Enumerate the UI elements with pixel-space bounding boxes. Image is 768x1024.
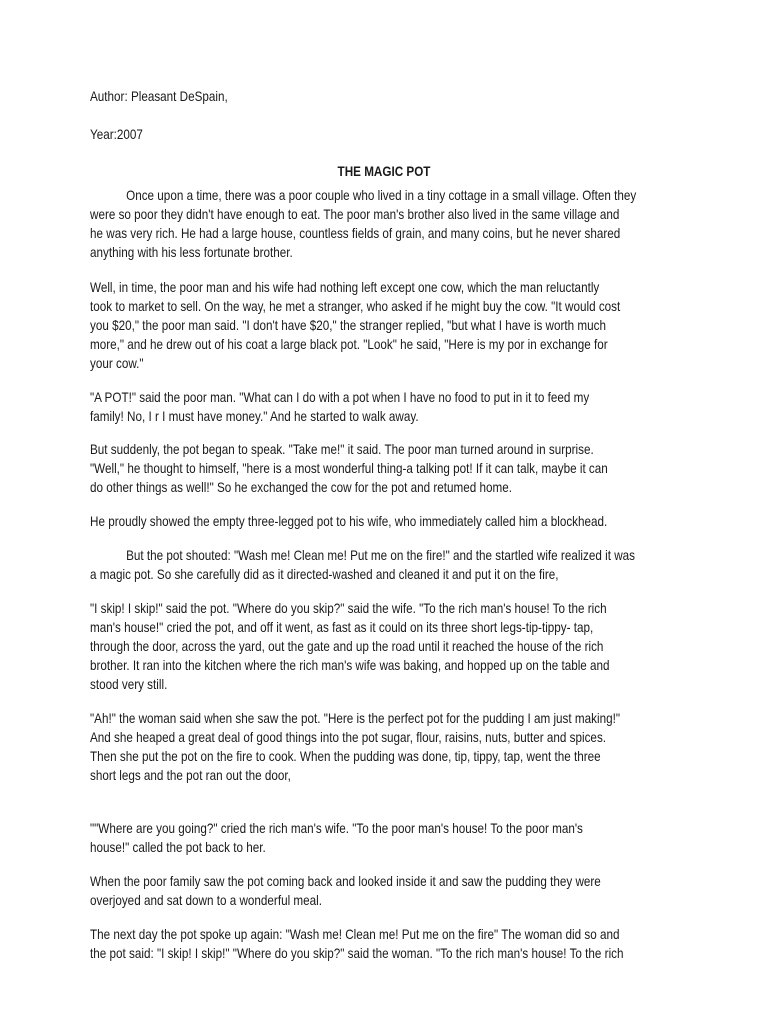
paragraph-line: "A POT!" said the poor man. "What can I do with a pot when I have no food to put in it to feed my: [90, 390, 590, 405]
paragraph: [90, 186, 710, 262]
paragraph: [90, 546, 710, 584]
paragraph: [90, 278, 710, 373]
document-title: THE MAGIC POT: [337, 164, 431, 179]
paragraph-line: you $20," the poor man said. "I don't have $20," the stranger replied, "but what I have is worth much: [90, 318, 606, 333]
paragraph-line: "Well," he thought to himself, "here is a most wonderful thing-a talking pot! If it can talk, maybe it can: [90, 461, 608, 476]
year-text: Year:2007: [90, 127, 143, 142]
paragraph-line: were so poor they didn't have enough to eat. The poor man's brother also lived in the same village and: [90, 207, 620, 222]
paragraph-line: house!" called the pot back to her.: [90, 840, 266, 855]
paragraph-line: your cow.": [90, 356, 144, 371]
author-line: [90, 87, 710, 106]
paragraph-line: And she heaped a great deal of good things into the pot sugar, flour, raisins, nuts, butter and spices.: [90, 730, 607, 745]
paragraph-line: short legs and the pot ran out the door,: [90, 768, 291, 783]
paragraph-line: took to market to sell. On the way, he met a stranger, who asked if he might buy the cow. "It would cost: [90, 299, 621, 314]
paragraph-line: The next day the pot spoke up again: "Wash me! Clean me! Put me on the fire" The woman did so and: [90, 927, 620, 942]
paragraph: [90, 388, 710, 426]
paragraph-line: When the poor family saw the pot coming back and looked inside it and saw the pudding they were: [90, 874, 601, 889]
paragraph-line: overjoyed and sat down to a wonderful meal.: [90, 893, 323, 908]
paragraph-line: man's house!" cried the pot, and off it went, as fast as it could on its three short legs-tip-tippy- tap,: [90, 620, 594, 635]
paragraph-line: he was very rich. He had a large house, countless fields of grain, and many coins, but he never shared: [90, 226, 621, 241]
paragraph-line: "Ah!" the woman said when she saw the pot. "Here is the perfect pot for the pudding I am just making!": [90, 711, 620, 726]
paragraph: [90, 512, 710, 531]
paragraph: [90, 709, 710, 785]
paragraph: [90, 872, 710, 910]
paragraph-line: family! No, I r I must have money." And he started to walk away.: [90, 409, 419, 424]
paragraph-line: Once upon a time, there was a poor couple who lived in a tiny cottage in a small village. Often they: [126, 188, 637, 203]
paragraph-line: But suddenly, the pot began to speak. "Take me!" it said. The poor man turned around in surprise.: [90, 442, 594, 457]
paragraph: [90, 599, 710, 694]
paragraph-line: through the door, across the yard, out the gate and up the road until it reached the house of the rich: [90, 639, 604, 654]
paragraph-line: do other things as well!" So he exchanged the cow for the pot and retumed home.: [90, 480, 513, 495]
paragraph-line: But the pot shouted: "Wash me! Clean me! Put me on the fire!" and the startled wife realized it was: [126, 548, 635, 563]
paragraph-line: Then she put the pot on the fire to cook. When the pudding was done, tip, tippy, tap, went the three: [90, 749, 601, 764]
author-text: Author: Pleasant DeSpain,: [90, 89, 228, 104]
paragraph: [90, 925, 710, 963]
paragraph: [90, 440, 710, 497]
paragraph-line: Well, in time, the poor man and his wife had nothing left except one cow, which the man reluctantly: [90, 280, 600, 295]
paragraph-line: "I skip! I skip!" said the pot. "Where do you skip?" said the wife. "To the rich man's house! To the rich: [90, 601, 607, 616]
paragraph-line: more," and he drew out of his coat a large black pot. "Look" he said, "Here is my por in exchange for: [90, 337, 608, 352]
paragraph: [90, 819, 710, 857]
paragraph-line: stood very still.: [90, 677, 168, 692]
paragraph-line: the pot said: "I skip! I skip!" "Where do you skip?" said the woman. "To the rich man's house! To the rich: [90, 946, 624, 961]
paragraph-line: a magic pot. So she carefully did as it directed-washed and cleaned it and put it on the fire,: [90, 567, 559, 582]
paragraph-line: brother. It ran into the kitchen where the rich man's wife was baking, and hopped up on the table and: [90, 658, 610, 673]
year-line: [90, 125, 710, 144]
paragraph-line: anything with his less fortunate brother.: [90, 245, 293, 260]
paragraph-line: He proudly showed the empty three-legged pot to his wife, who immediately called him a blockhead.: [90, 514, 608, 529]
paragraph-line: ""Where are you going?" cried the rich man's wife. "To the poor man's house! To the poor man's: [90, 821, 583, 836]
